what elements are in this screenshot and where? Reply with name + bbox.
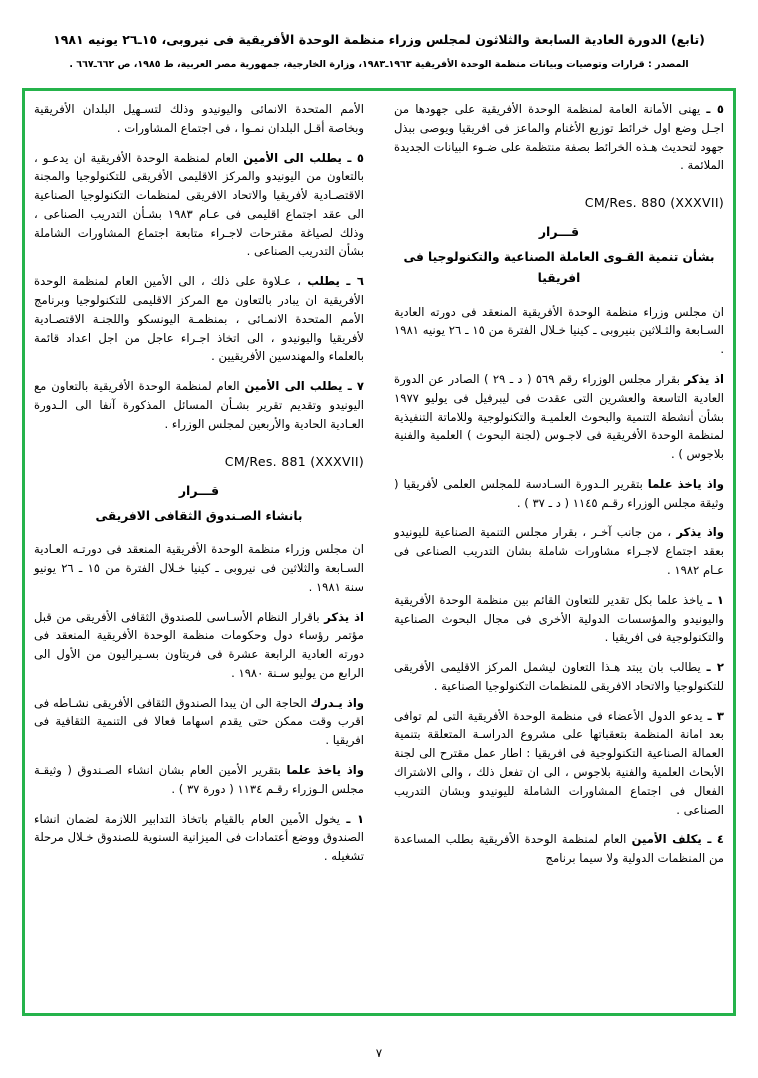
paragraph: ٥ ـ يطلب الى الأمين العام لمنظمة الوحدة الأفريقية ان يدعـو ، بالتعاون من اليونيدو والمركز الاقليمى الأفريقى للتكنولوجيا والمجنة الاقتصـادية لأفريقيا والاتحاد الافريقى لمنظمات التكنولوجيا الصناعية الى عقد اجتماع اقليمى فى عـام ١٩٨٣ بشـأن التدريب الصناعى ، وذلك لصياغة مقترحات لاجـراء متابعة اجتماع المشاورات الشاملة بشأن التدريب الصناعى .	[34, 150, 364, 259]
paragraph: واذ يذكر ، من جانب آخـر ، بقرار مجلس التنمية الصناعية لليونيدو بعقد اجتماع لاجـراء مشاورات شاملة بشان التدريب الصناعى فى عـام ١٩٨٢ .	[394, 525, 724, 577]
paragraph: الأمم المتحدة الانمائى واليونيدو وذلك لتسـهيل البلدان الأفريقية وبخاصة أقـل البلدان نمـوا ، فى اجتماع المشاورات .	[34, 102, 364, 135]
resolution-id: CM/Res. 881 (XXXVII)	[224, 453, 364, 469]
resolution-heading: قـــرار	[538, 224, 580, 240]
paragraph: ان مجلس وزراء منظمة الوحدة الأفريقية المنعقد فى دورته العادية السـابعة والثـلاثين بنيروبى ـ كينيا خـلال الفترة من ١٥ ـ ٢٦ يونيه ١٩٨١ .	[394, 304, 724, 357]
page-number: ٧	[375, 1046, 383, 1060]
paragraph: ٤ ـ يكلف الأمين العام لمنظمة الوحدة الأفريقية بطلب المساعدة من المنظمات الدولية ولا سيما برنامج	[394, 832, 724, 866]
page-header	[0, 0, 758, 70]
header-source: المصدر : قرارات وتوصيات وبيانات منظمة الوحدة الأفريقية ١٩٦٣ـ١٩٨٣، وزارة الخارجية، جمهورية مصر العربية، ط ١٩٨٥، ص ٦٦٢ـ٦٦٧ .	[69, 59, 689, 70]
resolution-subtitle: بشأن تنمية القـوى العاملة الصناعية والتكنولوجيا فى افريقيا	[403, 250, 715, 285]
paragraph: ٧ ـ يطلب الى الأمين العام لمنظمة الوحدة الأفريقية بالتعاون مع اليونيدو وتقديم تقرير بشـأن المسائل المذكورة آنفا الى الـدورة العـادية الحادية والأربعين لمجلس الوزراء .	[34, 379, 364, 431]
paragraph: اذ يذكر بقرار مجلس الوزراء رقم ٥٦٩ ( د ـ ٢٩ ) الصادر عن الدورة العادية التاسعة والعشرين التى عقدت فى ليبرفيل فى يوليو ١٩٧٧ بشأن أنشطة التنمية والبحوث العلميـة والتكنولوجية وللاماتة التنفيذية لمنظمة الوحدة الأفريقية فى لاجـوس (لجنة البحوث ) العلمية والفنية بلاجوس ) .	[394, 371, 724, 462]
paragraph: ٥ ـ يهنى الأمانة العامة لمنظمة الوحدة الأفريقية على جهودها من اجـل وضع اول خرائط توزيع الأغنام والماعز فى افريقيا ويوصى ببذل جهود لتحديث هـذه الخرائط بصفة منتظمة على ضـوء البيانات الجديدة الملائمة .	[394, 102, 724, 173]
paragraph: واذ يـدرك الحاجة الى ان يبدا الصندوق الثقافى الأفريقى نشـاطه فى اقرب وقت ممكن حتى يقدم اسهاما فعالا فى التنمية الثقافية فى افريقيا .	[34, 695, 364, 748]
column-right	[394, 100, 724, 1004]
paragraph: ان مجلس وزراء منظمة الوحدة الأفريقية المنعقد فى دورتـه العـادية السـابعة والثلاثين فى نيروبى ـ كينيا خـلال الفترة من ١٥ ـ ٢٦ يونيو سنة ١٩٨١ .	[34, 542, 364, 594]
resolution-id: CM/Res. 880 (XXXVII)	[584, 195, 724, 211]
paragraph: ١ ـ ياخذ علما بكل تقدير للتعاون القائم بين منظمة الوحدة الأفريقية واليونيدو والمؤسسات الدولية الأخرى فى مجال البحوث الصناعية والتكنولوجية فى افريقيا .	[394, 592, 724, 645]
resolution-subtitle: بانشاء الصـندوق الثقافى الافريقى	[95, 508, 303, 523]
column-left	[34, 100, 364, 1004]
resolution-heading: قـــرار	[178, 482, 220, 498]
paragraph: ٢ ـ يطالب بان يبتد هـذا التعاون ليشمل المركز الاقليمى الأفريقى للتكنولوجيا والاتحاد الافريقى للمنظمات التكنولوجيا الصناعية .	[394, 660, 724, 693]
paragraph: واذ ياخذ علما بتقرير الـدورة السـادسة للمجلس العلمى لأفريقيا ( وثيقة مجلس الوزراء رقـم ١١٤٥ ( د ـ ٣٧ ) .	[394, 476, 724, 510]
paragraph: ٣ ـ يدعو الدول الأعضاء فى منظمة الوحدة الأفريقية التى لم توافى بعد امانة المنظمة بتعقباتها على مشروع الدراسـة المتعلقة بتنمية العمالة الصناعية التكنولوجية فى افريقيا : اطار عمل مقترح الى لجنة الأبحاث العلمية والفنية بلاجوس ، الى ان تفعل ذلك ، والى الاشتراك الفعال فى اجتماع المشاورات الشاملة لليونيدو وبشان التدريب الصناعى .	[394, 708, 724, 817]
columns-container	[34, 100, 724, 1004]
paragraph: ٦ ـ يطلب ، عـلاوة على ذلك ، الى الأمين العام لمنظمة الوحدة الأفريقية ان يبادر بالتعاون مع المركز الاقليمى للتكنولوجيا وبرنامج الأمم المتحدة الانمـائى ، بمنظمـة اليونسكو واللجنـة الاقتصـادية لأفريقيا واليونيدو ، الى اتخاذ اجـراء عاجل من اجل اعداد قائمة بالعلماء والمهندسين الأفريقيين .	[34, 274, 364, 364]
paragraph: اذ يذكر باقرار النظام الأسـاسى للصندوق الثقافى الأفريقى من قبل مؤتمر رؤساء دول وحكومات منظمة الوحدة الأفريقية المنعقد فى دورته العادية الرابعة عشرة فى فريتاون بسـيراليون من الأول الى الرابع من يوليو سـنة ١٩٨٠ .	[34, 609, 364, 680]
paragraph: ١ ـ يخول الأمين العام بالقيام باتخاذ التدابير اللازمة لضمان انشاء الصندوق ووضع أعتمادات فى الميزانية السنوية للصندوق خـلال مرحلة تشغيله .	[34, 811, 365, 864]
header-title: (تابع) الدورة العادية السابعة والثلاثون لمجلس وزراء منظمة الوحدة الأفريقية فى نيروبى، ١٥ـ٢٦ يونيه ١٩٨١	[53, 32, 705, 47]
paragraph: واذ ياخذ علما بتقرير الأمين العام بشان انشاء الصـندوق ( وثيقـة مجلس الـوزراء رقـم ١١٣٤ ( دورة ٣٧ ) .	[34, 763, 364, 796]
